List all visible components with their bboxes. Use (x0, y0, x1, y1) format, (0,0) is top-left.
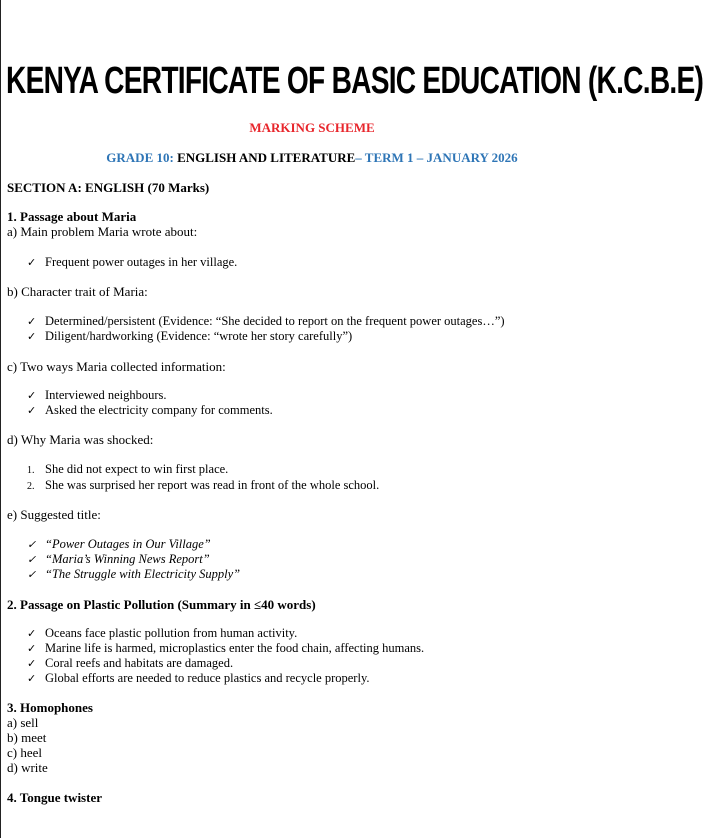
check-icon: ✓ (27, 257, 37, 269)
q1e-prompt: e) Suggested title: (7, 507, 101, 522)
q1b-answer: ✓ Diligent/hardworking (Evidence: “wrote her story carefully”) (27, 329, 353, 343)
grade-prefix: GRADE 10: (106, 150, 178, 165)
check-icon: ✓ (27, 673, 37, 685)
q1a-answer: ✓ Frequent power outages in her village. (27, 255, 238, 269)
q3-answer: d) write (7, 760, 48, 775)
q3-answer: b) meet (7, 730, 47, 745)
q3-answer: c) heel (7, 745, 43, 760)
check-icon: ✓ (27, 539, 37, 551)
q1a-prompt: a) Main problem Maria wrote about: (7, 224, 198, 239)
q2-answer: ✓ Marine life is harmed, microplastics enter the food chain, affecting humans. (27, 641, 425, 655)
q1d-answer: 2. She was surprised her report was read in front of the whole school. (27, 478, 380, 492)
check-icon: ✓ (27, 643, 37, 655)
check-icon: ✓ (27, 554, 37, 566)
q1b-answer: ✓ Determined/persistent (Evidence: “She decided to report on the frequent power outages…”) (27, 314, 505, 328)
q2-heading: 2. Passage on Plastic Pollution (Summary in ≤40 words) (7, 597, 316, 612)
check-icon: ✓ (27, 331, 37, 343)
q4-heading: 4. Tongue twister (7, 790, 102, 805)
q1d-prompt: d) Why Maria was shocked: (7, 432, 154, 447)
q2-answer: ✓ Oceans face plastic pollution from human activity. (27, 626, 298, 640)
q1b-prompt: b) Character trait of Maria: (7, 284, 148, 299)
q1c-answer: ✓ Interviewed neighbours. (27, 388, 167, 402)
document-title: KENYA CERTIFICATE OF BASIC EDUCATION (K.C.B.E) (6, 60, 703, 102)
grade-line (0, 150, 624, 166)
q1d-answer: 1. She did not expect to win first place. (27, 462, 229, 476)
q1e-answer: ✓ “Power Outages in Our Village” (27, 537, 211, 551)
q1e-answer: ✓ “Maria’s Winning News Report” (27, 552, 210, 566)
q3-heading: 3. Homophones (7, 700, 93, 715)
q2-answer: ✓ Global efforts are needed to reduce plastics and recycle properly. (27, 671, 370, 685)
q2-answer: ✓ Coral reefs and habitats are damaged. (27, 656, 234, 670)
q1c-prompt: c) Two ways Maria collected information: (7, 359, 226, 374)
check-icon: ✓ (27, 628, 37, 640)
section-a-heading: SECTION A: ENGLISH (70 Marks) (7, 180, 210, 195)
grade-subject: ENGLISH AND LITERATURE (177, 150, 356, 165)
q1-heading: 1. Passage about Maria (7, 209, 137, 224)
marking-scheme-subtitle: MARKING SCHEME (249, 120, 375, 135)
check-icon: ✓ (27, 316, 37, 328)
check-icon: ✓ (27, 569, 37, 581)
q1c-answer: ✓ Asked the electricity company for comments. (27, 403, 273, 417)
q1e-answer: ✓ “The Struggle with Electricity Supply” (27, 567, 241, 581)
check-icon: ✓ (27, 658, 37, 670)
check-icon: ✓ (27, 390, 37, 402)
check-icon: ✓ (27, 405, 37, 417)
q3-answer: a) sell (7, 715, 39, 730)
grade-term: – TERM 1 – JANUARY 2026 (355, 150, 518, 165)
